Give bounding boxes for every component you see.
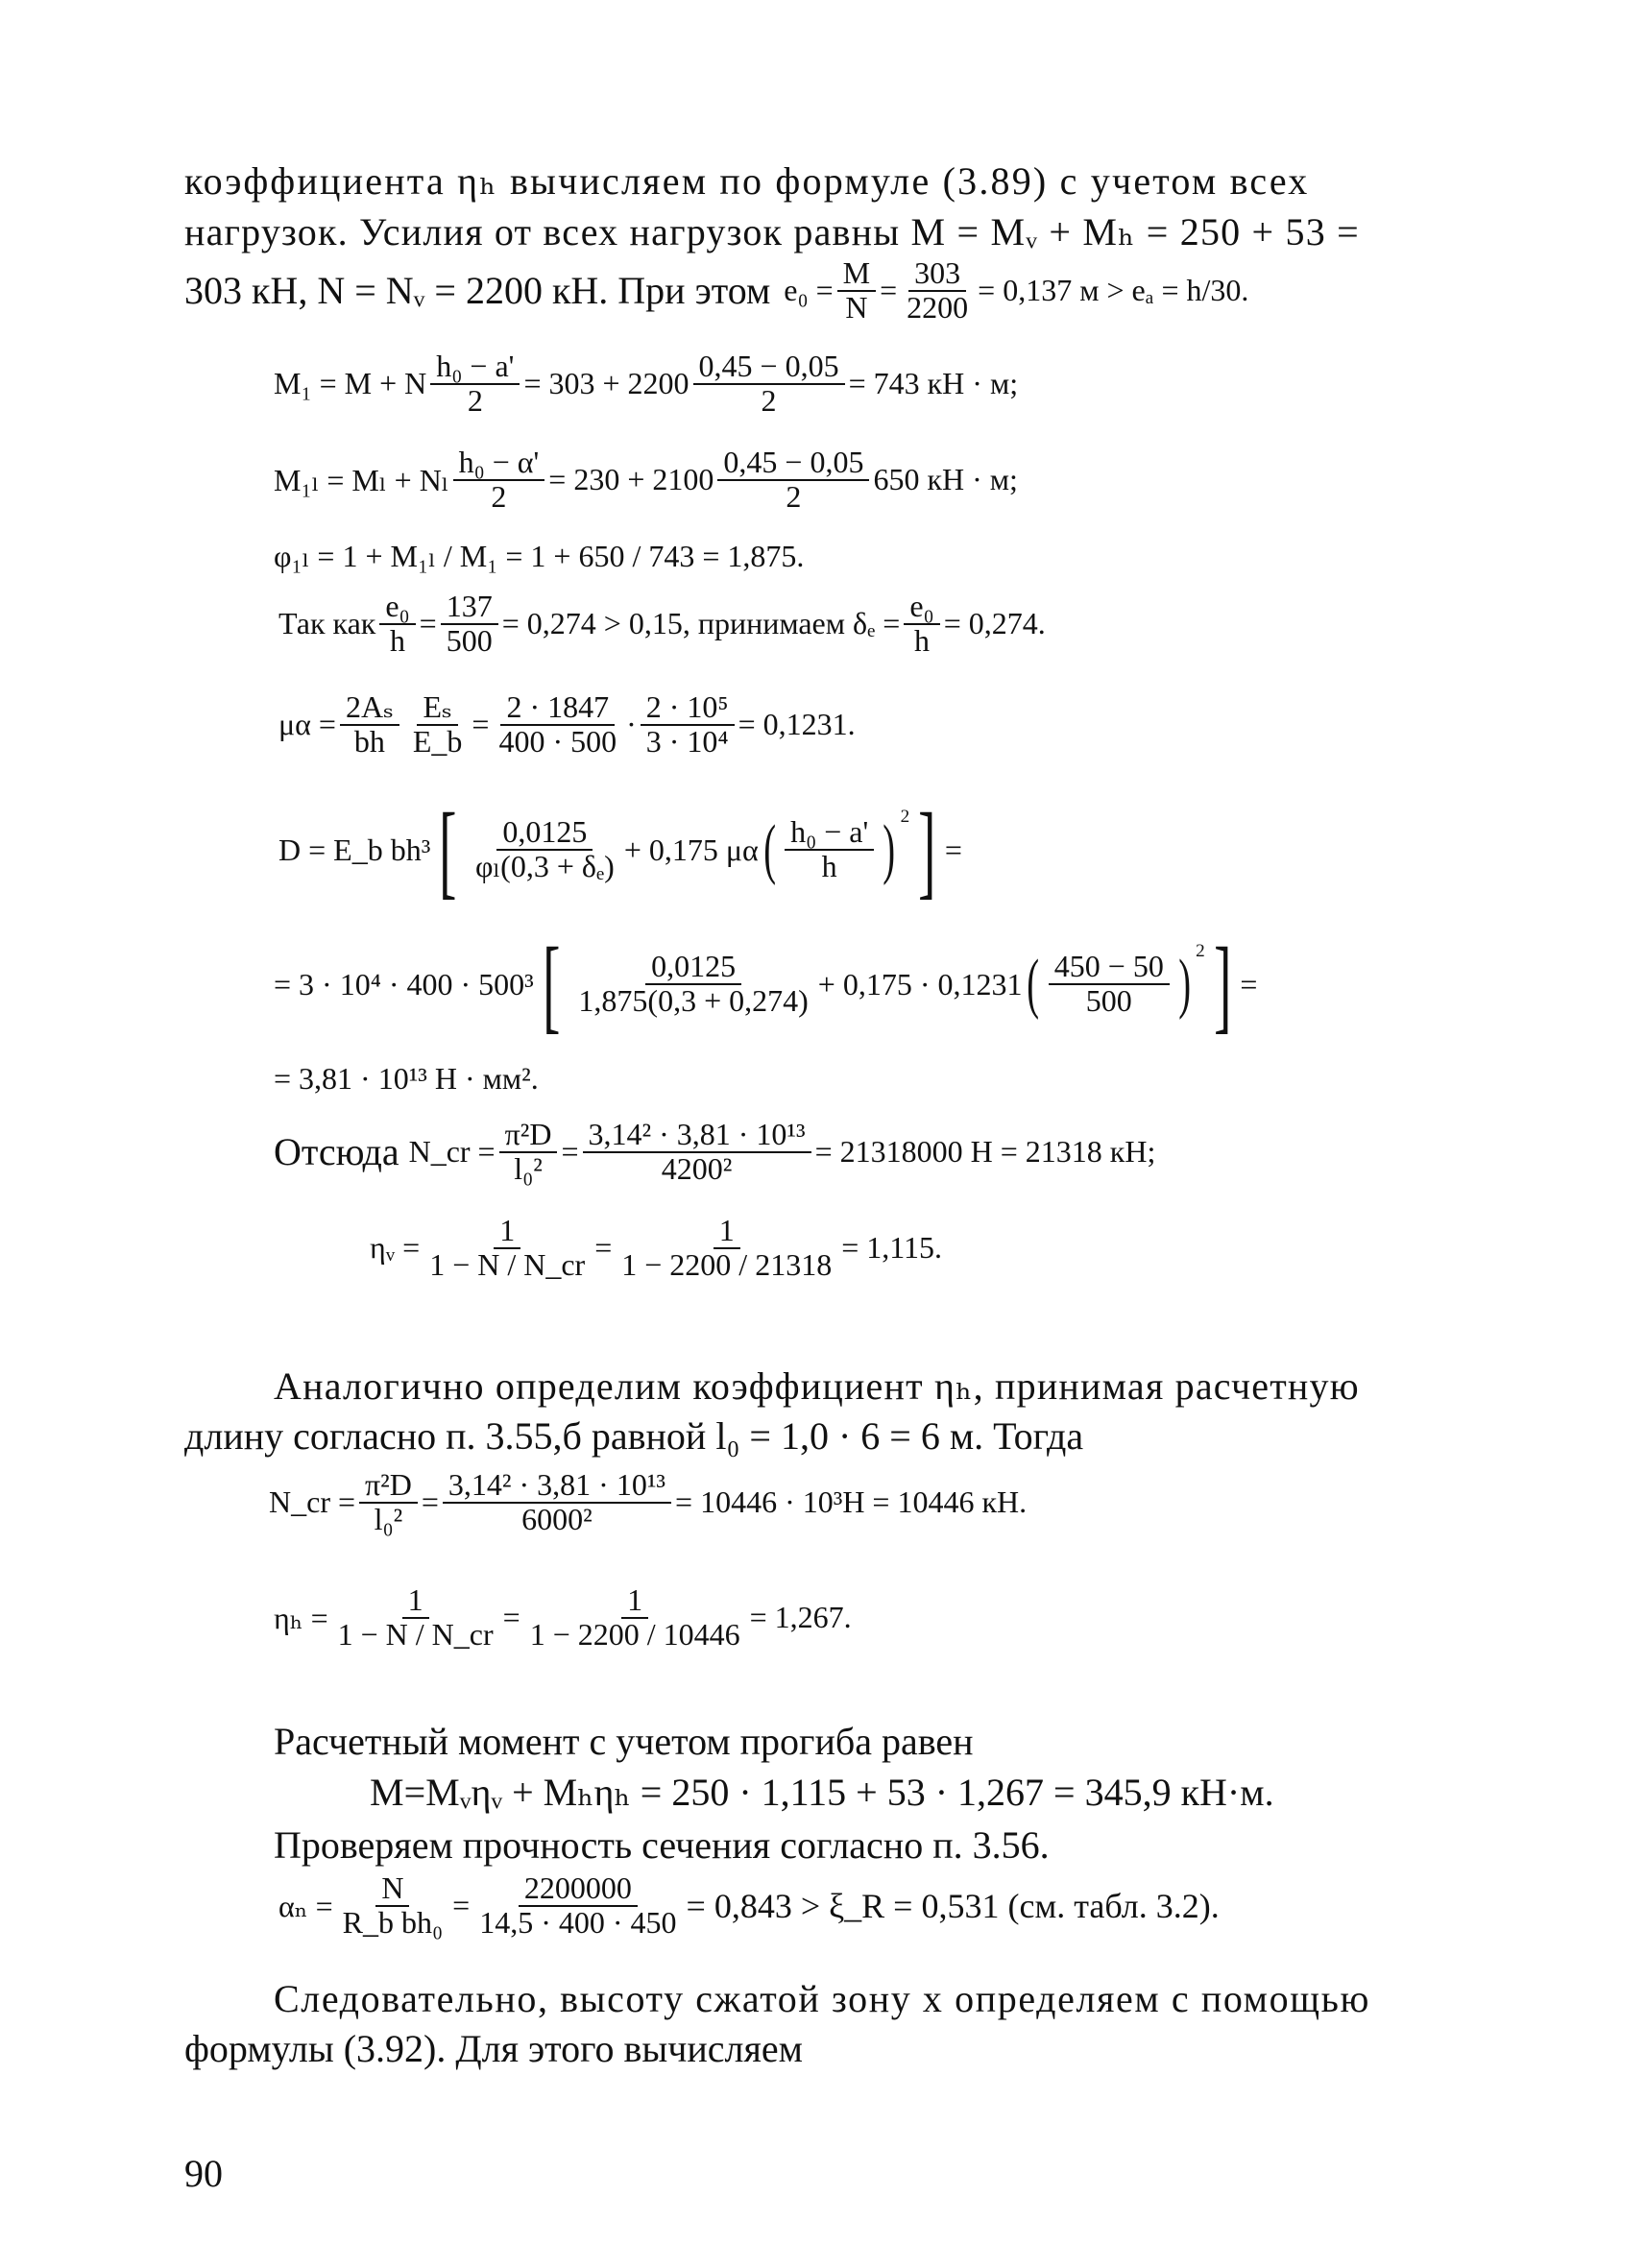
etav-fraction-1 <box>423 1215 591 1281</box>
ncr-tail: = 21318000 Н = 21318 кН; <box>814 1134 1156 1170</box>
d-fraction-1 <box>470 816 620 882</box>
m1-mid: = 303 + 2200 <box>523 366 689 401</box>
m1-tail: = 743 кН · м; <box>848 366 1019 401</box>
ncr2-num-1: π²D <box>359 1469 418 1504</box>
m1-den-1: 2 <box>467 382 483 418</box>
equation-delta <box>278 591 1046 657</box>
m1l-den-2: 2 <box>786 478 802 514</box>
mu-tail: = 0,1231. <box>738 707 856 742</box>
e0-fraction-2 <box>901 257 974 324</box>
m1l-fraction-1 <box>453 446 545 513</box>
alpha-eq: = <box>452 1888 471 1923</box>
d-den-1: φₗ(0,3 + δₑ) <box>474 849 615 883</box>
page-number: 90 <box>184 2152 223 2195</box>
e0-den-2: 2200 <box>907 289 969 325</box>
m1l-num-1: h₀ − α' <box>453 446 545 481</box>
equation-d <box>278 791 962 908</box>
etav-den-2: 1 − 2200 / 21318 <box>621 1246 833 1282</box>
e0-tail: = 0,137 м > eₐ = h/30. <box>978 273 1249 308</box>
d-fraction-2 <box>785 816 874 882</box>
e0-num-2: 303 <box>908 257 966 292</box>
final-line-1: Следовательно, высоту сжатой зону x определяем с помощью <box>274 1977 1370 2020</box>
ncr2-tail: = 10446 · 10³Н = 10446 кН. <box>675 1484 1028 1520</box>
etah-den-1: 1 − N / N_cr <box>337 1616 494 1652</box>
mu-dot: · <box>626 707 637 742</box>
alpha-fraction-2 <box>473 1872 682 1939</box>
ncr-fraction-1 <box>499 1119 558 1185</box>
left-paren-icon-2: ( <box>1027 947 1040 1021</box>
ncr2-fraction-1 <box>359 1469 418 1535</box>
ncr-den-2: 4200² <box>661 1150 733 1186</box>
mu-num-3: 2 · 1847 <box>500 691 615 726</box>
etah-den-2: 1 − 2200 / 10446 <box>529 1616 740 1652</box>
left-bracket-icon: [ <box>439 791 457 908</box>
m1l-fraction-2 <box>717 446 869 513</box>
check-line: Проверяем прочность сечения согласно п. 3.56. <box>274 1823 1050 1867</box>
ncr-num-1: π²D <box>499 1119 558 1153</box>
equation-m1l <box>274 446 1018 513</box>
d2-num-1: 0,0125 <box>645 951 741 985</box>
mu-lhs: μα = <box>278 707 336 742</box>
intro-line-2: нагрузок. Усилия от всех нагрузок равны M = Mᵥ + Mₕ = 250 + 53 = <box>184 210 1360 253</box>
tak-tail: = 0,274. <box>943 606 1046 641</box>
ncr2-lhs: N_cr = <box>269 1484 356 1520</box>
m1l-lhs: M₁ₗ = Mₗ + Nₗ <box>274 462 449 497</box>
mu-num-1: 2Aₛ <box>340 691 399 726</box>
intro-line-3 <box>184 257 1248 324</box>
ncr2-fraction-2 <box>443 1469 671 1535</box>
left-paren-icon: ( <box>763 812 776 886</box>
d2-fraction-1 <box>572 951 813 1017</box>
ncr-num-2: 3,14² · 3,81 · 10¹³ <box>583 1119 811 1153</box>
intro-line-1: коэффициента ηₕ вычисляем по формуле (3.89) с учетом всех <box>184 159 1310 203</box>
right-paren-icon: ) <box>883 812 896 886</box>
equation-eta-v <box>370 1215 942 1281</box>
moment-line-1: Расчетный момент с учетом прогиба равен <box>274 1720 974 1763</box>
m1-den-2: 2 <box>761 382 777 418</box>
mu-fraction-4 <box>641 691 735 758</box>
tak-fraction-3 <box>904 591 939 657</box>
m1-fraction-2 <box>693 350 845 417</box>
para2-line-1: Аналогично определим коэффициент ηₕ, принимая расчетную <box>274 1364 1360 1408</box>
tak-den-2: 500 <box>446 622 493 658</box>
m1l-den-1: 2 <box>491 478 507 514</box>
alpha-den-1: R_b bh₀ <box>342 1904 444 1940</box>
d2-den-1: 1,875(0,3 + 0,274) <box>578 983 809 1018</box>
para2-line-2: длину согласно п. 3.55,б равной l₀ = 1,0 · 6 = 6 м. Тогда <box>184 1414 1084 1458</box>
mu-fraction-3 <box>493 691 622 758</box>
m1-fraction-1 <box>430 350 520 417</box>
mu-den-4: 3 · 10⁴ <box>645 723 729 759</box>
equation-eta-h <box>274 1584 852 1651</box>
etav-tail: = 1,115. <box>841 1230 943 1266</box>
right-bracket-icon: ] <box>918 791 936 908</box>
intro-line-3-text: 303 кН, N = Nᵥ = 2200 кН. При этом <box>184 269 771 313</box>
m1-num-2: 0,45 − 0,05 <box>693 350 845 385</box>
mu-den-3: 400 · 500 <box>498 723 617 759</box>
mu-fraction-2 <box>407 691 469 758</box>
etah-eq: = <box>502 1600 520 1635</box>
m1-num-1: h₀ − a' <box>430 350 520 385</box>
tak-den-3: h <box>914 622 930 658</box>
e0-lhs: e₀ = <box>784 273 834 308</box>
d2-fraction-2 <box>1049 951 1170 1017</box>
alpha-fraction-1 <box>337 1872 449 1939</box>
tak-eq: = <box>419 606 437 641</box>
d-lhs: D = E_b bh³ <box>278 832 431 867</box>
etah-fraction-1 <box>332 1584 499 1651</box>
moment-line-2: M=Mᵥηᵥ + Mₕηₕ = 250 · 1,115 + 53 · 1,267 = 345,9 кН·м. <box>370 1771 1274 1814</box>
etah-num-1: 1 <box>402 1584 429 1619</box>
etav-lhs: ηᵥ = <box>370 1230 421 1266</box>
d2-lhs: = 3 · 10⁴ · 400 · 500³ <box>274 966 534 1001</box>
ncr-fraction-2 <box>583 1119 811 1185</box>
tak-num-1: e₀ <box>379 591 415 625</box>
mu-fraction-1 <box>340 691 399 758</box>
tak-fraction-2 <box>441 591 498 657</box>
equation-ncr <box>274 1119 1155 1185</box>
ncr2-num-2: 3,14² · 3,81 · 10¹³ <box>443 1469 671 1504</box>
etav-num-1: 1 <box>494 1215 520 1249</box>
d2-den-2: 500 <box>1085 983 1132 1018</box>
etav-fraction-2 <box>616 1215 837 1281</box>
e0-den-1: N <box>845 289 868 325</box>
right-paren-icon-2: ) <box>1178 947 1191 1021</box>
etah-lhs: ηₕ = <box>274 1600 328 1635</box>
mu-den-2: E_b <box>412 723 463 759</box>
etav-num-2: 1 <box>714 1215 740 1249</box>
mu-num-2: Eₛ <box>417 691 457 726</box>
m1l-tail: 650 кН · м; <box>873 462 1018 497</box>
ncr-eq: = <box>561 1134 579 1170</box>
tak-den-1: h <box>389 622 405 658</box>
equation-d-numeric <box>274 926 1258 1043</box>
d-den-2: h <box>821 849 837 883</box>
tak-mid: = 0,274 > 0,15, принимаем δₑ = <box>501 606 901 641</box>
ncr2-den-1: l₀² <box>374 1501 403 1536</box>
equation-ncr-2 <box>269 1469 1027 1535</box>
d-num-1: 0,0125 <box>496 816 593 851</box>
d-mid: + 0,175 μα <box>623 832 759 867</box>
tak-num-3: e₀ <box>904 591 939 625</box>
e0-eq: = <box>880 273 898 308</box>
m1-lhs: M₁ = M + N <box>274 366 427 401</box>
etah-fraction-2 <box>524 1584 746 1651</box>
mu-den-1: bh <box>353 723 385 759</box>
d-num-2: h₀ − a' <box>785 816 874 851</box>
etah-num-2: 1 <box>621 1584 648 1619</box>
equation-d-result: = 3,81 · 10¹³ Н · мм². <box>274 1061 539 1096</box>
tak-num-2: 137 <box>441 591 498 625</box>
mu-num-4: 2 · 10⁵ <box>641 691 735 726</box>
ncr-lhs: N_cr = <box>408 1134 496 1170</box>
tak-text: Так как <box>278 606 376 641</box>
d2-num-2: 450 − 50 <box>1049 951 1170 985</box>
d-tail: = <box>944 832 962 867</box>
m1l-mid: = 230 + 2100 <box>548 462 714 497</box>
d2-tail: = <box>1240 966 1258 1001</box>
m1l-num-2: 0,45 − 0,05 <box>717 446 869 481</box>
right-bracket-icon-2: ] <box>1213 926 1232 1043</box>
alpha-num-2: 2200000 <box>519 1872 638 1907</box>
e0-num-1: M <box>837 257 876 292</box>
equation-phi: φ₁ₗ = 1 + M₁ₗ / M₁ = 1 + 650 / 743 = 1,875. <box>274 539 805 573</box>
d-exponent: 2 <box>900 807 910 827</box>
equation-mu-alpha <box>278 691 856 758</box>
equation-m1 <box>274 350 1018 417</box>
tak-fraction-1 <box>379 591 415 657</box>
alpha-tail: = 0,843 > ξ_R = 0,531 (см. табл. 3.2). <box>686 1886 1220 1925</box>
d2-exponent: 2 <box>1196 941 1205 961</box>
ncr-text: Отсюда <box>274 1130 399 1174</box>
alpha-lhs: αₙ = <box>278 1888 333 1923</box>
mu-eq: = <box>472 707 490 742</box>
equation-alpha-n <box>278 1872 1220 1939</box>
d2-mid: + 0,175 · 0,1231 <box>817 966 1023 1001</box>
e0-fraction-1 <box>837 257 876 324</box>
etav-den-1: 1 − N / N_cr <box>429 1246 586 1282</box>
alpha-den-2: 14,5 · 400 · 450 <box>479 1904 677 1940</box>
left-bracket-icon-2: [ <box>542 926 561 1043</box>
etah-tail: = 1,267. <box>749 1600 852 1635</box>
ncr2-den-2: 6000² <box>521 1501 593 1536</box>
ncr-den-1: l₀² <box>514 1150 543 1186</box>
ncr2-eq: = <box>421 1484 439 1520</box>
final-line-2: формулы (3.92). Для этого вычисляем <box>184 2027 803 2070</box>
alpha-num-1: N <box>375 1872 409 1907</box>
etav-eq: = <box>594 1230 613 1266</box>
